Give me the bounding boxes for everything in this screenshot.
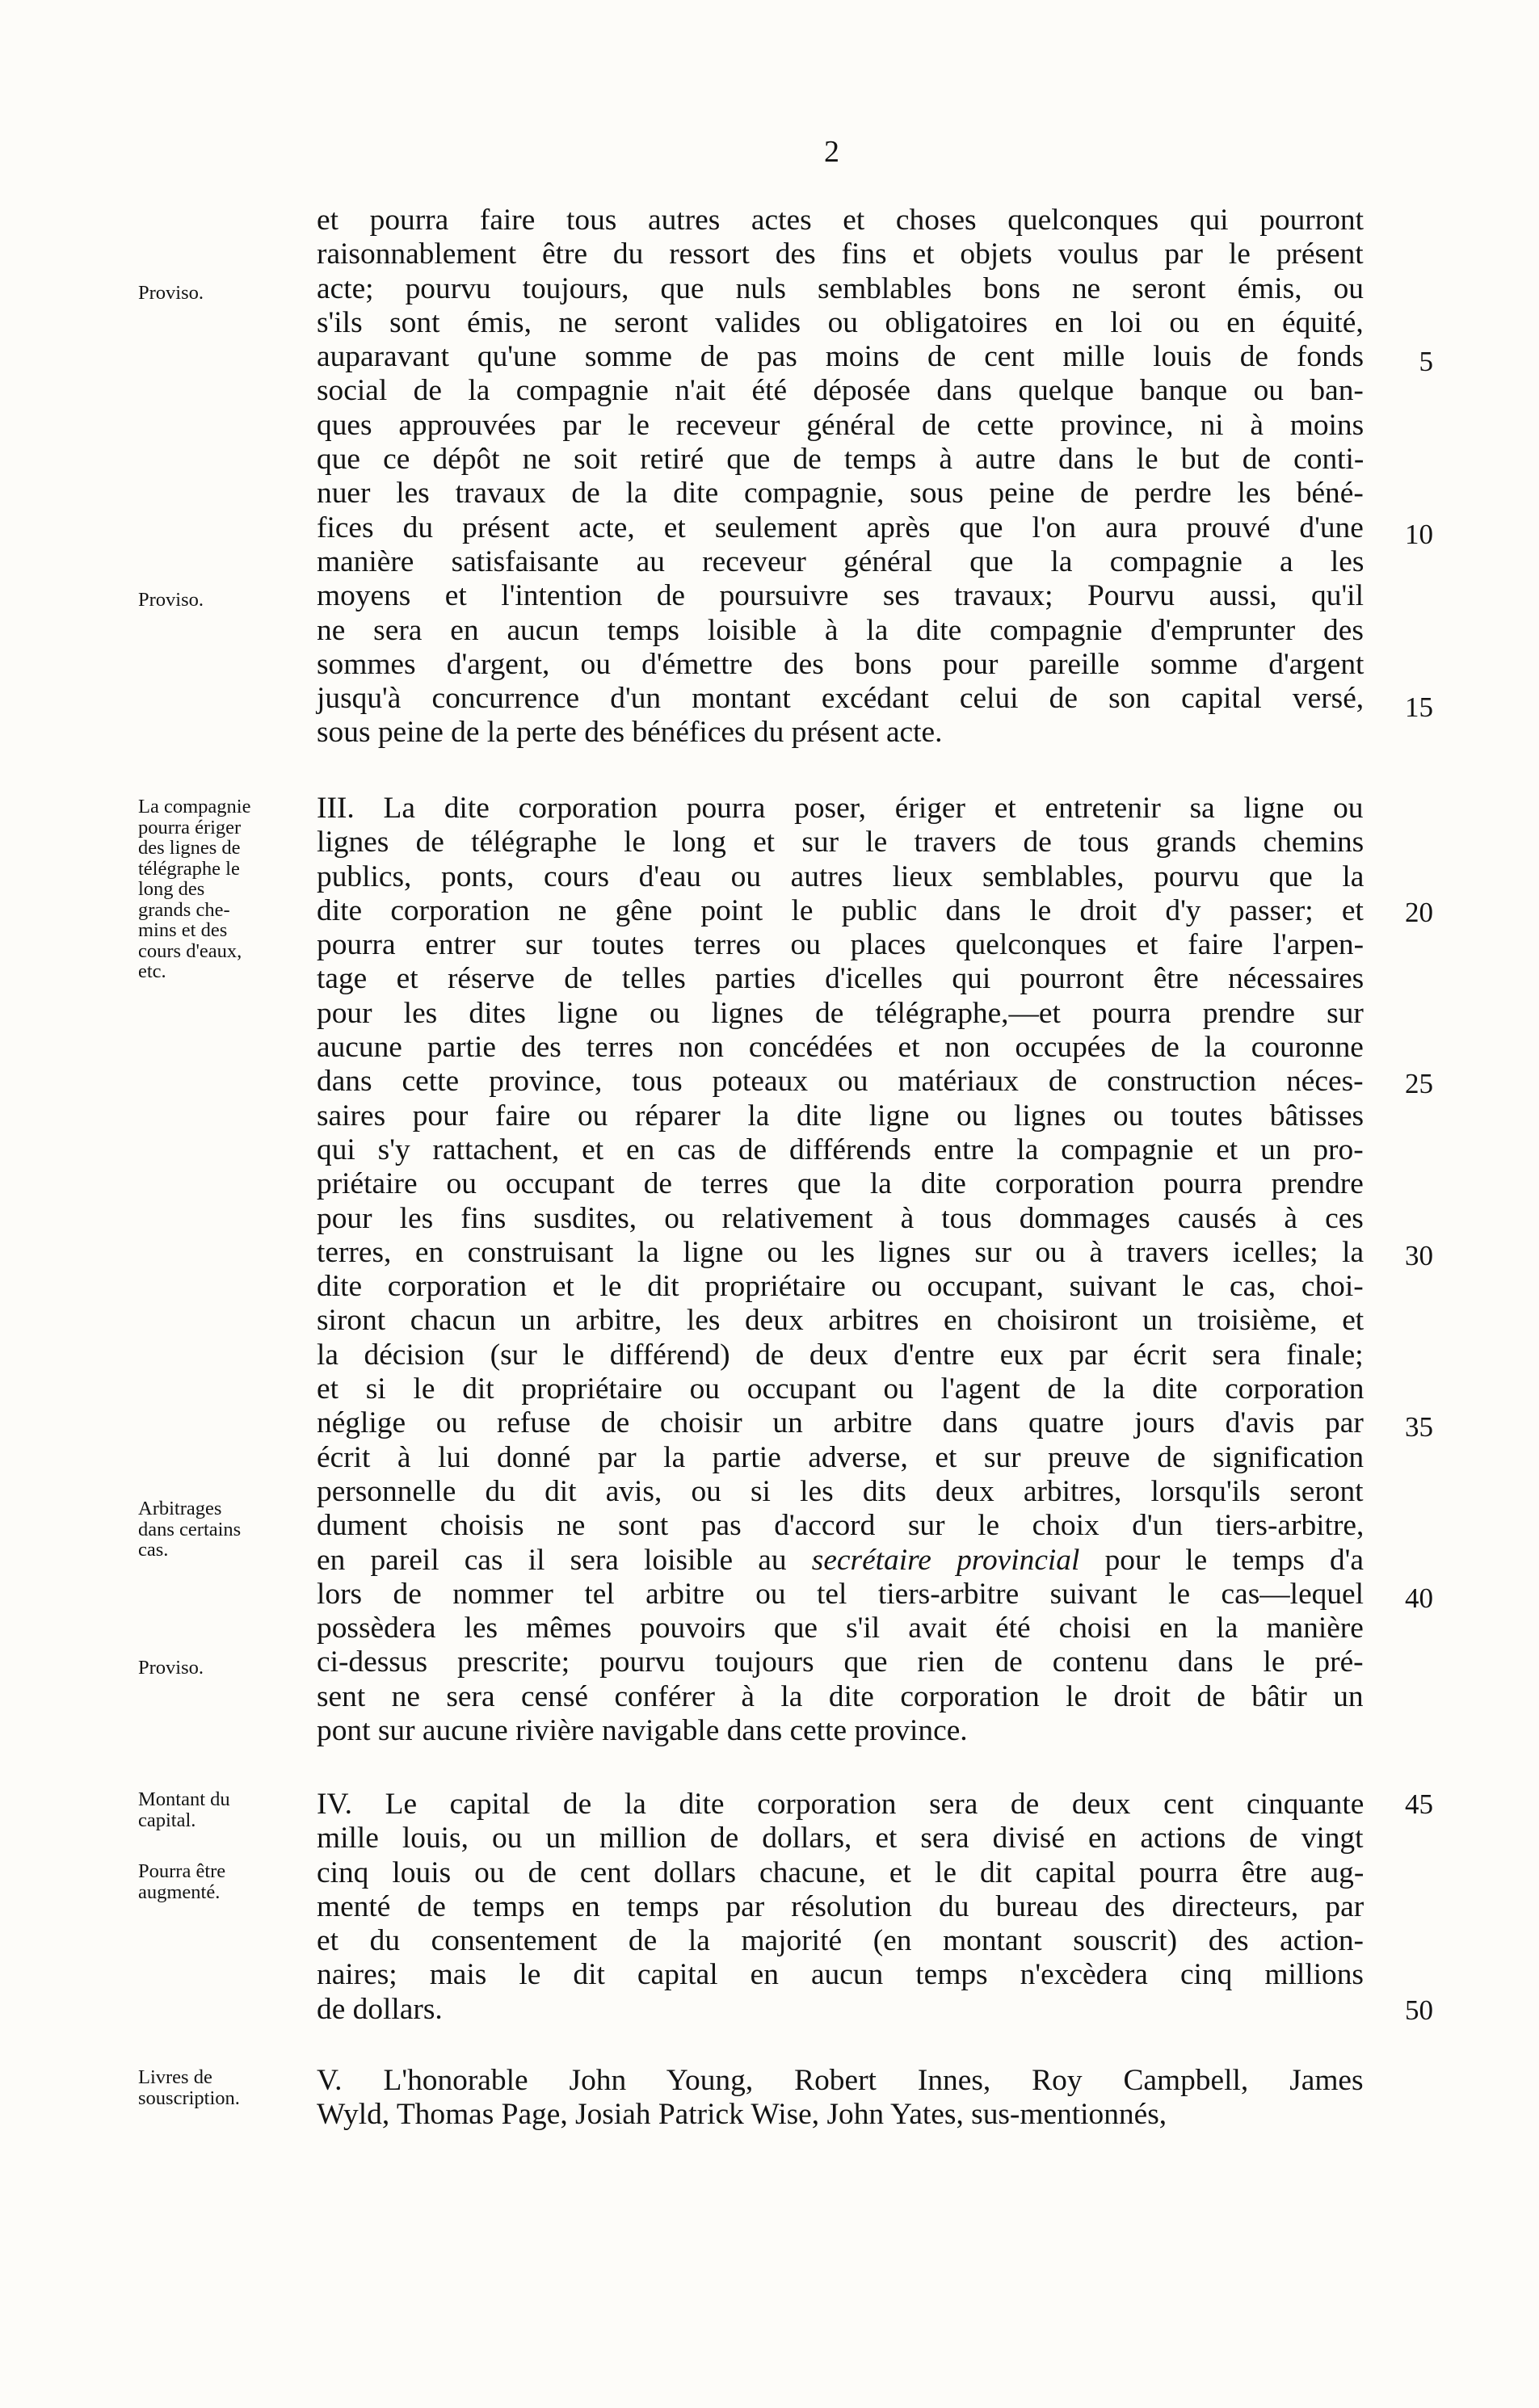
- margin-note-line: pourra ériger: [138, 816, 242, 838]
- text-line: terres, en construisant la ligne ou les lignes sur ou à travers icelles; la: [317, 1235, 1364, 1269]
- text-line: manière satisfaisante au receveur général que la compagnie a les: [317, 544, 1364, 578]
- line-number: 30: [1405, 1240, 1433, 1271]
- text-line: jusqu'à concurrence d'un montant excédant celui de son capital versé,: [317, 682, 1364, 716]
- margin-note-line: dans certains: [138, 1518, 242, 1540]
- margin-note-line: Proviso.: [138, 282, 204, 304]
- text-line: écrit à lui donné par la partie adverse, et sur preuve de signification: [317, 1440, 1364, 1474]
- margin-note-line: Proviso.: [138, 1657, 204, 1679]
- margin-note-line: La compagnie: [138, 796, 251, 817]
- text-line: personnelle du dit avis, ou si les dits deux arbitres, lorsqu'ils seront: [317, 1474, 1364, 1508]
- paragraph-p2: [317, 792, 1364, 1748]
- margin-note-line: grands che-: [138, 898, 230, 921]
- line-number: 50: [1405, 1994, 1433, 2026]
- text-line: IV. Le capital de la dite corporation sera de deux cent cinquante: [317, 1788, 1364, 1821]
- text-line: possèdera les mêmes pouvoirs que s'il avait été choisi en la manière: [317, 1612, 1364, 1645]
- line-number: 25: [1405, 1068, 1433, 1099]
- text-line: social de la compagnie n'ait été déposée dans quelque banque ou ban-: [317, 374, 1364, 408]
- text-line: de dollars.: [317, 1992, 443, 2026]
- margin-note: [138, 1789, 300, 1830]
- text-line: publics, ponts, cours d'eau ou autres lieux semblables, pourvu que la: [317, 859, 1364, 893]
- margin-note: [138, 590, 300, 611]
- text-line: et si le dit propriétaire ou occupant ou l'agent de la dite corporation: [317, 1372, 1364, 1406]
- margin-note-line: Montant du: [138, 1788, 230, 1810]
- text-line: ne sera en aucun temps loisible à la dite compagnie d'emprunter des: [317, 613, 1364, 647]
- margin-note: [138, 2067, 300, 2108]
- paragraph-p3: [317, 1788, 1364, 2027]
- text-line: aucune partie des terres non concédées et non occupées de la couronne: [317, 1031, 1364, 1065]
- text-line: saires pour faire ou réparer la dite ligne ou lignes ou toutes bâtisses: [317, 1099, 1364, 1133]
- text-line: lors de nommer tel arbitre ou tel tiers-arbitre suivant le cas—lequel: [317, 1577, 1364, 1611]
- text-line: lignes de télégraphe le long et sur le travers de tous grands chemins: [317, 826, 1364, 859]
- text-line: priétaire ou occupant de terres que la dite corporation pourra prendre: [317, 1167, 1364, 1201]
- line-number: 20: [1405, 897, 1433, 928]
- text-line: acte; pourvu toujours, que nuls semblables bons ne seront émis, ou: [317, 271, 1364, 305]
- margin-note: [138, 1498, 300, 1561]
- text-line: III. La dite corporation pourra poser, ériger et entretenir sa ligne ou: [317, 792, 1364, 825]
- text-line: néglige ou refuse de choisir un arbitre dans quatre jours d'avis par: [317, 1406, 1364, 1440]
- text-line: auparavant qu'une somme de pas moins de cent mille louis de fonds: [317, 340, 1364, 374]
- text-line: ci-dessus prescrite; pourvu toujours que rien de contenu dans le pré-: [317, 1645, 1364, 1679]
- text-line: dans cette province, tous poteaux ou matériaux de construction néces-: [317, 1065, 1364, 1099]
- line-number: 35: [1405, 1411, 1433, 1443]
- text-line: ques approuvées par le receveur général de cette province, ni à moins: [317, 408, 1364, 442]
- text-line: pont sur aucune rivière navigable dans cette province.: [317, 1714, 968, 1748]
- paragraph-p1: [317, 204, 1364, 750]
- text-line: pourra entrer sur toutes terres ou places quelconques et faire l'arpen-: [317, 928, 1364, 962]
- margin-note-line: Proviso.: [138, 589, 204, 611]
- text-line: siront chacun un arbitre, les deux arbitres en choisiront un troisième, et: [317, 1304, 1364, 1338]
- margin-note-line: etc.: [138, 960, 166, 982]
- text-line: s'ils sont émis, ne seront valides ou obligatoires en loi ou en équité,: [317, 305, 1364, 339]
- margin-note-line: Livres de: [138, 2066, 212, 2088]
- margin-note-line: Arbitrages: [138, 1498, 222, 1519]
- margin-note-line: des lignes de: [138, 837, 241, 859]
- text-line: pour les fins susdites, ou relativement à tous dommages causés à ces: [317, 1201, 1364, 1235]
- text-line: nuer les travaux de la dite compagnie, sous peine de perdre les béné-: [317, 477, 1364, 511]
- line-number: 5: [1419, 346, 1433, 377]
- text-line: menté de temps en temps par résolution du bureau des directeurs, par: [317, 1889, 1364, 1923]
- margin-note: [138, 283, 300, 304]
- margin-note-line: mins et des: [138, 919, 228, 941]
- text-line: qui s'y rattachent, et en cas de différends entre la compagnie et un pro-: [317, 1133, 1364, 1166]
- italic-term: secrétaire provincial: [811, 1543, 1080, 1577]
- text-line: pour les dites ligne ou lignes de télégraphe,—et pourra prendre sur: [317, 996, 1364, 1030]
- margin-note-line: télégraphe le: [138, 857, 240, 880]
- text-line: Wyld, Thomas Page, Josiah Patrick Wise, John Yates, sus-mentionnés,: [317, 2098, 1167, 2132]
- margin-note-line: capital.: [138, 1809, 196, 1831]
- text-line: raisonnablement être du ressort des fins et objets voulus par le présent: [317, 237, 1364, 271]
- margin-note: [138, 1658, 300, 1679]
- text-line: dite corporation et le dit propriétaire ou occupant, suivant le cas, choi-: [317, 1270, 1364, 1304]
- line-number: 40: [1405, 1582, 1433, 1614]
- margin-note-line: long des: [138, 878, 205, 900]
- text-line: dument choisis ne sont pas d'accord sur le choix d'un tiers-arbitre,: [317, 1509, 1364, 1543]
- text-line: tage et réserve de telles parties d'icelles qui pourront être nécessaires: [317, 962, 1364, 996]
- margin-note-line: cas.: [138, 1539, 169, 1561]
- text-line: V. L'honorable John Young, Robert Innes, Roy Campbell, James: [317, 2064, 1364, 2097]
- page-number: 2: [824, 135, 839, 169]
- text-line: fices du présent acte, et seulement après que l'on aura prouvé d'une: [317, 511, 1364, 544]
- text-line: naires; mais le dit capital en aucun temps n'excèdera cinq millions: [317, 1958, 1364, 1992]
- paragraph-p4: [317, 2064, 1364, 2133]
- text-line: moyens et l'intention de poursuivre ses travaux; Pourvu aussi, qu'il: [317, 579, 1364, 613]
- line-number: 10: [1405, 519, 1433, 550]
- margin-note-line: augmenté.: [138, 1881, 221, 1903]
- text-line: dite corporation ne gêne point le public dans le droit d'y passer; et: [317, 893, 1364, 927]
- line-number: 15: [1405, 691, 1433, 723]
- text-line: cinq louis ou de cent dollars chacune, et le dit capital pourra être aug-: [317, 1855, 1364, 1889]
- text-line: la décision (sur le différend) de deux d'entre eux par écrit sera finale;: [317, 1338, 1364, 1372]
- margin-note: [138, 1861, 300, 1902]
- margin-note-line: Pourra être: [138, 1860, 226, 1882]
- margin-note-line: souscription.: [138, 2087, 240, 2109]
- text-line: sous peine de la perte des bénéfices du présent acte.: [317, 716, 943, 750]
- text-line: en pareil cas il sera loisible au secrétaire provincial pour le temps d'a: [317, 1543, 1364, 1577]
- text-line: sommes d'argent, ou d'émettre des bons pour pareille somme d'argent: [317, 647, 1364, 681]
- text-line: sent ne sera censé conférer à la dite corporation le droit de bâtir un: [317, 1679, 1364, 1713]
- line-number: 45: [1405, 1788, 1433, 1820]
- margin-note: [138, 796, 300, 982]
- text-line: que ce dépôt ne soit retiré que de temps à autre dans le but de conti-: [317, 443, 1364, 477]
- text-line: et du consentement de la majorité (en montant souscrit) des action-: [317, 1924, 1364, 1958]
- margin-note-line: cours d'eaux,: [138, 939, 242, 962]
- text-line: mille louis, ou un million de dollars, et sera divisé en actions de vingt: [317, 1822, 1364, 1855]
- text-line: et pourra faire tous autres actes et choses quelconques qui pourront: [317, 204, 1364, 237]
